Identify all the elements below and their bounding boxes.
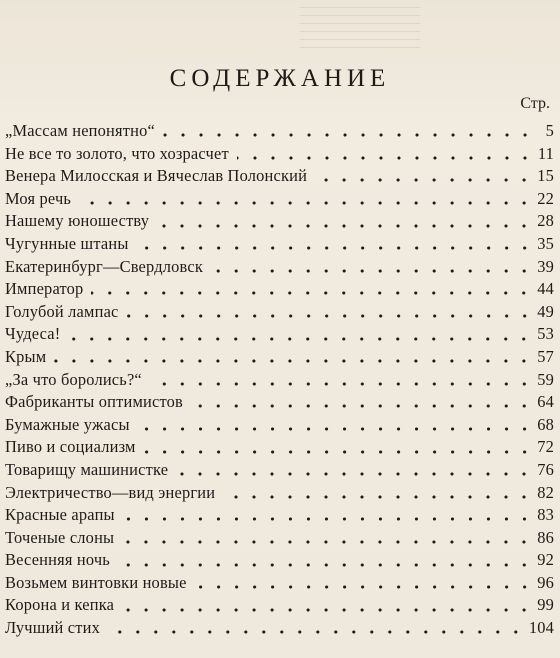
- toc-entry: [5, 323, 554, 346]
- toc-entry: [5, 549, 554, 572]
- toc-entry-page-number: 53: [537, 324, 554, 344]
- toc-entry: [5, 346, 554, 369]
- toc-entry-title: Екатеринбург—Свердловск: [5, 256, 203, 276]
- toc-entry-title: Чугунные штаны: [5, 233, 129, 253]
- toc-entry-title: Лучший стих: [5, 618, 101, 638]
- page-title: СОДЕРЖАНИЕ: [169, 65, 391, 92]
- toc-entry-title: Венера Милосская и Вячеслав Полонский: [5, 166, 308, 186]
- dot-leader: [68, 337, 533, 341]
- toc-entry-page-number: 83: [537, 505, 554, 525]
- toc-entry: [5, 391, 554, 414]
- toc-entry-page-number: 39: [537, 256, 554, 276]
- toc-entry-title: Весенняя ночь: [5, 550, 110, 570]
- dot-leader: [122, 540, 533, 544]
- toc-entry-page-number: 49: [537, 301, 554, 321]
- toc-entry: [5, 278, 554, 301]
- toc-entry-page-number: 92: [537, 550, 554, 570]
- toc-entry-title: Не все то золото, что хозрасчет: [5, 143, 229, 163]
- toc-entry-page-number: 59: [537, 369, 554, 389]
- dot-leader: [315, 178, 533, 182]
- toc-entry: [5, 301, 554, 324]
- toc-entry-title: Корона и кепка: [5, 595, 115, 615]
- toc-entry-page-number: 82: [537, 482, 554, 502]
- toc-entry-page-number: 68: [537, 414, 554, 434]
- toc-entry-title: Чудеса!: [5, 324, 61, 344]
- toc-entry-page-number: 22: [537, 188, 554, 208]
- dot-leader: [144, 450, 534, 454]
- dot-leader: [191, 404, 533, 408]
- toc-entry-title: Крым: [5, 346, 47, 366]
- toc-entry: [5, 504, 554, 527]
- table-of-contents: [5, 120, 554, 640]
- toc-entry-title: Пиво и социализм: [5, 437, 136, 457]
- toc-entry: [5, 188, 554, 211]
- page-column-label: Стр.: [520, 95, 550, 112]
- toc-entry-title: Красные арапы: [5, 505, 115, 525]
- dot-leader: [237, 156, 534, 160]
- toc-entry: [5, 165, 554, 188]
- toc-entry-title: „Массам непонятно“: [5, 121, 155, 140]
- toc-entry-page-number: 44: [537, 279, 554, 299]
- toc-entry-page-number: 35: [537, 233, 554, 253]
- toc-entry-page-number: 64: [537, 392, 554, 412]
- toc-entry-title: Бумажные ужасы: [5, 414, 130, 434]
- toc-entry-title: Фабриканты оптимистов: [5, 392, 183, 412]
- toc-entry-title: „За что боролись?“: [5, 369, 142, 389]
- dot-leader: [138, 427, 534, 431]
- toc-entry-title: Товарищу машинистке: [5, 459, 169, 479]
- dot-leader: [211, 269, 533, 273]
- toc-entry: [5, 414, 554, 437]
- dot-leader: [163, 133, 534, 137]
- toc-entry-page-number: 86: [537, 527, 554, 547]
- toc-entry-page-number: 57: [537, 346, 554, 366]
- toc-entry-page-number: 104: [528, 618, 554, 638]
- toc-entry: [5, 256, 554, 279]
- dot-leader: [79, 201, 533, 205]
- toc-entry-title: Голубой лампас: [5, 301, 119, 321]
- toc-entry-title: Возьмем винтовки новые: [5, 572, 187, 592]
- toc-entry-page-number: 5: [545, 121, 554, 140]
- dot-leader: [122, 608, 533, 612]
- toc-entry: [5, 369, 554, 392]
- dot-leader: [118, 563, 533, 567]
- dot-leader: [223, 495, 533, 499]
- toc-entry-page-number: 11: [537, 143, 554, 163]
- toc-entry: [5, 143, 554, 166]
- toc-entry-title: Император: [5, 279, 84, 299]
- toc-entry-title: Нашему юношеству: [5, 211, 150, 231]
- dot-leader: [127, 314, 534, 318]
- toc-entry-page-number: 76: [537, 459, 554, 479]
- toc-entry-page-number: 72: [537, 437, 554, 457]
- toc-entry-page-number: 15: [537, 166, 554, 186]
- toc-entry: [5, 120, 554, 143]
- toc-entry-title: Моя речь: [5, 188, 72, 208]
- toc-entry: [5, 436, 554, 459]
- toc-entry: [5, 617, 554, 640]
- toc-entry: [5, 527, 554, 550]
- dot-leader: [176, 472, 533, 476]
- dot-leader: [123, 517, 533, 521]
- dot-leader: [150, 382, 533, 386]
- toc-entry: [5, 572, 554, 595]
- toc-entry-page-number: 28: [537, 211, 554, 231]
- dot-leader: [108, 630, 525, 634]
- show-through-text: [300, 4, 420, 48]
- toc-entry: [5, 210, 554, 233]
- toc-entry: [5, 459, 554, 482]
- toc-entry: [5, 482, 554, 505]
- toc-entry-page-number: 96: [537, 572, 554, 592]
- toc-entry-page-number: 99: [537, 595, 554, 615]
- toc-entry: [5, 233, 554, 256]
- toc-entry-title: Электричество—вид энергии: [5, 482, 216, 502]
- dot-leader: [54, 359, 533, 363]
- dot-leader: [157, 224, 533, 228]
- toc-entry: [5, 594, 554, 617]
- dot-leader: [137, 246, 534, 250]
- toc-entry-title: Точеные слоны: [5, 527, 115, 547]
- dot-leader: [195, 585, 534, 589]
- dot-leader: [91, 291, 533, 295]
